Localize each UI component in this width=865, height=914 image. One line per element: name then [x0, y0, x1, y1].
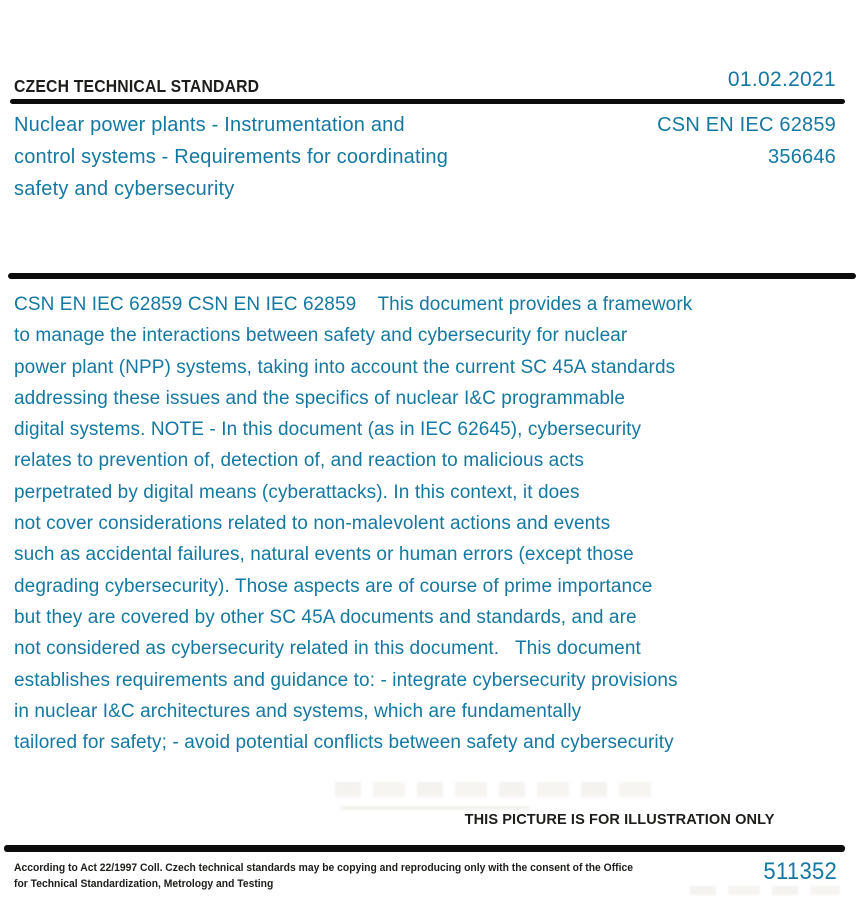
standard-title-line: safety and cybersecurity [14, 178, 235, 200]
copyright-notice-line: According to Act 22/1997 Coll. Czech technical standards may be copying and reproducing only with the consent of the Office [14, 862, 633, 874]
abstract-line: addressing these issues and the specifics of nuclear I&C programmable [14, 387, 625, 409]
abstract-text [14, 289, 692, 758]
illustration-only-notice: THIS PICTURE IS FOR ILLUSTRATION ONLY [465, 811, 775, 828]
abstract-line: establishes requirements and guidance to: - integrate cybersecurity provisions [14, 669, 678, 691]
document-order-number: 511352 [763, 858, 837, 885]
abstract-line: digital systems. NOTE - In this document (as in IEC 62645), cybersecurity [14, 419, 642, 441]
ghost-text-artifact [340, 806, 530, 810]
abstract-line: but they are covered by other SC 45A documents and standards, and are [14, 606, 637, 628]
abstract-line: to manage the interactions between safety and cybersecurity for nuclear [14, 325, 628, 347]
classification-number: 356646 [768, 146, 836, 168]
copyright-notice [14, 861, 633, 892]
standard-reference-block [657, 109, 836, 173]
ghost-text-artifact [335, 782, 655, 797]
abstract-line: power plant (NPP) systems, taking into account the current SC 45A standards [14, 356, 676, 378]
abstract-line: degrading cybersecurity). Those aspects are of course of prime importance [14, 575, 653, 597]
abstract-line: relates to prevention of, detection of, and reaction to malicious acts [14, 450, 584, 472]
standard-title-line: control systems - Requirements for coordinating [14, 146, 449, 168]
footer-divider [4, 845, 845, 852]
ghost-text-artifact [690, 886, 840, 895]
abstract-line: not considered as cybersecurity related in this document. This document [14, 638, 641, 660]
page-title: CZECH TECHNICAL STANDARD [14, 76, 260, 96]
body-divider [8, 273, 856, 279]
issue-date: 01.02.2021 [727, 68, 836, 91]
abstract-line: in nuclear I&C architectures and systems, which are fundamentally [14, 700, 582, 722]
abstract-line: tailored for safety; - avoid potential conflicts between safety and cybersecurity [14, 732, 674, 754]
abstract-line: perpetrated by digital means (cyberattacks). In this context, it does [14, 481, 580, 503]
abstract-line: not cover considerations related to non-malevolent actions and events [14, 513, 611, 535]
header-divider [10, 99, 845, 104]
abstract-line: CSN EN IEC 62859 CSN EN IEC 62859 This document provides a framework [14, 294, 693, 315]
standard-ref-number: CSN EN IEC 62859 [657, 114, 836, 136]
standard-title-line: Nuclear power plants - Instrumentation and [14, 114, 405, 136]
copyright-notice-line: for Technical Standardization, Metrology and Testing [14, 877, 274, 890]
abstract-line: such as accidental failures, natural events or human errors (except those [14, 544, 634, 566]
standard-title [14, 109, 448, 205]
